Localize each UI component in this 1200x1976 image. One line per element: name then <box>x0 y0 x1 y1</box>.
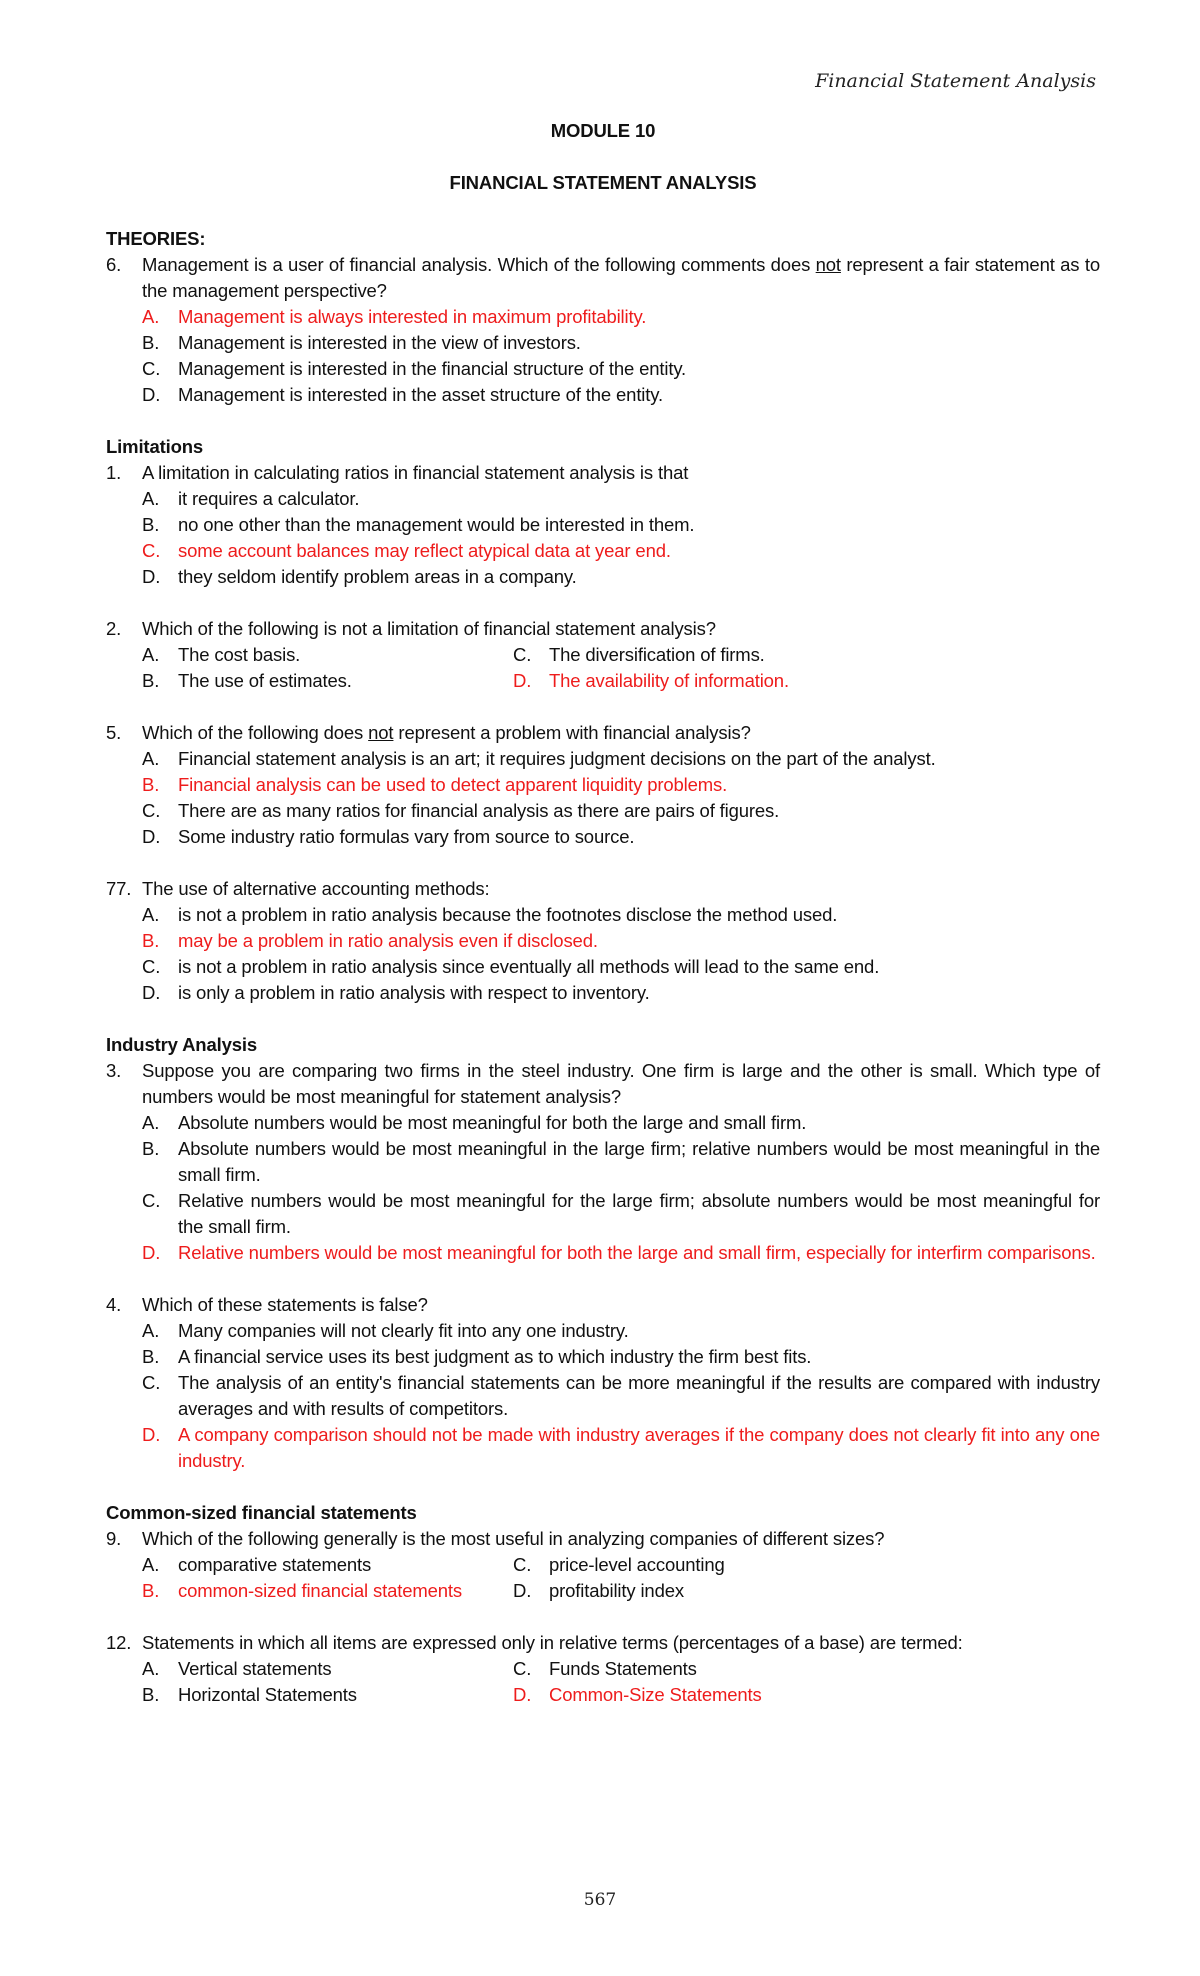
option-a: A. Vertical statements <box>142 1658 332 1679</box>
option-b: B. The use of estimates. <box>142 670 352 691</box>
question-6 <box>106 252 1100 304</box>
question-text: Which of the following does not represent a problem with financial analysis? <box>142 722 751 743</box>
option-b: B. A financial service uses its best judgment as to which industry the firm best fits. <box>142 1346 812 1367</box>
question-number: 3. <box>106 1060 122 1081</box>
page-number: 567 <box>583 1890 617 1910</box>
option-d: D. profitability index <box>513 1580 684 1601</box>
options-grid <box>106 1552 1100 1604</box>
question-text: Management is a user of financial analysis. Which of the following comments does not represent a fair statement as to the management perspective? <box>142 254 1100 301</box>
option-c: C. Relative numbers would be most meaningful for the large firm; absolute numbers would be most meaningful for the small firm. <box>142 1190 1100 1237</box>
question-number: 9. <box>106 1528 122 1549</box>
question-number: 12. <box>106 1632 132 1653</box>
option-a: A. Management is always interested in maximum profitability. <box>142 306 647 327</box>
question-text: Which of the following is not a limitation of financial statement analysis? <box>142 618 716 639</box>
option-b: B. Absolute numbers would be most meaningful in the large firm; relative numbers would be most meaningful in the small firm. <box>142 1138 1100 1185</box>
option-d: D. is only a problem in ratio analysis with respect to inventory. <box>142 982 650 1003</box>
option-b: B. Financial analysis can be used to detect apparent liquidity problems. <box>142 774 728 795</box>
question-number: 4. <box>106 1294 122 1315</box>
question-text: The use of alternative accounting methods: <box>142 878 490 899</box>
question-3 <box>106 1058 1100 1110</box>
option-d: D. The availability of information. <box>513 670 789 691</box>
option-c: C. Funds Statements <box>513 1658 697 1679</box>
section-heading-industry: Industry Analysis <box>106 1034 257 1055</box>
section-heading-common-sized: Common-sized financial statements <box>106 1502 417 1523</box>
option-a: A. The cost basis. <box>142 644 301 665</box>
page-title: FINANCIAL STATEMENT ANALYSIS <box>449 172 757 193</box>
running-header: Financial Statement Analysis <box>815 70 1096 92</box>
question-2 <box>106 616 1100 642</box>
question-number: 2. <box>106 618 122 639</box>
module-label: MODULE 10 <box>550 120 656 141</box>
section-heading-theories: THEORIES: <box>106 228 206 249</box>
option-a: A. Many companies will not clearly fit into any one industry. <box>142 1320 629 1341</box>
options-grid <box>106 642 1100 694</box>
option-a: A. Financial statement analysis is an art; it requires judgment decisions on the part of the analyst. <box>142 748 936 769</box>
option-d: D. Common-Size Statements <box>513 1684 762 1705</box>
question-text: Which of the following generally is the most useful in analyzing companies of different sizes? <box>142 1528 885 1549</box>
option-c: C. There are as many ratios for financial analysis as there are pairs of figures. <box>142 800 780 821</box>
option-a: A. it requires a calculator. <box>142 488 360 509</box>
option-c: C. some account balances may reflect atypical data at year end. <box>142 540 671 561</box>
option-a: A. is not a problem in ratio analysis because the footnotes disclose the method used. <box>142 904 838 925</box>
options-grid <box>106 1656 1100 1708</box>
question-text: A limitation in calculating ratios in financial statement analysis is that <box>142 462 689 483</box>
section-heading-limitations: Limitations <box>106 436 204 457</box>
option-d: D. they seldom identify problem areas in a company. <box>142 566 577 587</box>
question-77 <box>106 876 1100 902</box>
option-d: D. Management is interested in the asset structure of the entity. <box>142 384 663 405</box>
question-4 <box>106 1292 1100 1318</box>
question-12 <box>106 1630 1100 1656</box>
question-number: 6. <box>106 254 122 275</box>
option-b: B. Management is interested in the view of investors. <box>142 332 581 353</box>
question-number: 77. <box>106 878 132 899</box>
question-number: 1. <box>106 462 122 483</box>
question-number: 5. <box>106 722 122 743</box>
option-b: B. Horizontal Statements <box>142 1684 357 1705</box>
option-c: C. Management is interested in the financial structure of the entity. <box>142 358 687 379</box>
question-5 <box>106 720 1100 746</box>
question-1 <box>106 460 1100 486</box>
option-c: C. The diversification of firms. <box>513 644 765 665</box>
option-d: D. Some industry ratio formulas vary from source to source. <box>142 826 635 847</box>
option-d: D. A company comparison should not be made with industry averages if the company does not clearly fit into any one industry. <box>142 1424 1100 1471</box>
option-c: C. price-level accounting <box>513 1554 725 1575</box>
question-text: Which of these statements is false? <box>142 1294 428 1315</box>
option-a: A. Absolute numbers would be most meaningful for both the large and small firm. <box>142 1112 807 1133</box>
option-b: B. may be a problem in ratio analysis even if disclosed. <box>142 930 598 951</box>
page-content <box>106 113 1100 1708</box>
option-c: C. is not a problem in ratio analysis since eventually all methods will lead to the same end. <box>142 956 880 977</box>
option-b: B. common-sized financial statements <box>142 1580 462 1601</box>
option-d: D. Relative numbers would be most meaningful for both the large and small firm, especially for interfirm comparisons. <box>142 1242 1096 1263</box>
option-a: A. comparative statements <box>142 1554 372 1575</box>
question-text: Statements in which all items are expressed only in relative terms (percentages of a base) are termed: <box>142 1632 963 1653</box>
question-text: Suppose you are comparing two firms in the steel industry. One firm is large and the other is small. Which type of numbers would be most meaningful for statement analysis? <box>142 1060 1100 1107</box>
option-c: C. The analysis of an entity's financial statements can be more meaningful if the results are compared with industry averages and with results of competitors. <box>142 1372 1100 1419</box>
question-9 <box>106 1526 1100 1552</box>
option-b: B. no one other than the management would be interested in them. <box>142 514 695 535</box>
